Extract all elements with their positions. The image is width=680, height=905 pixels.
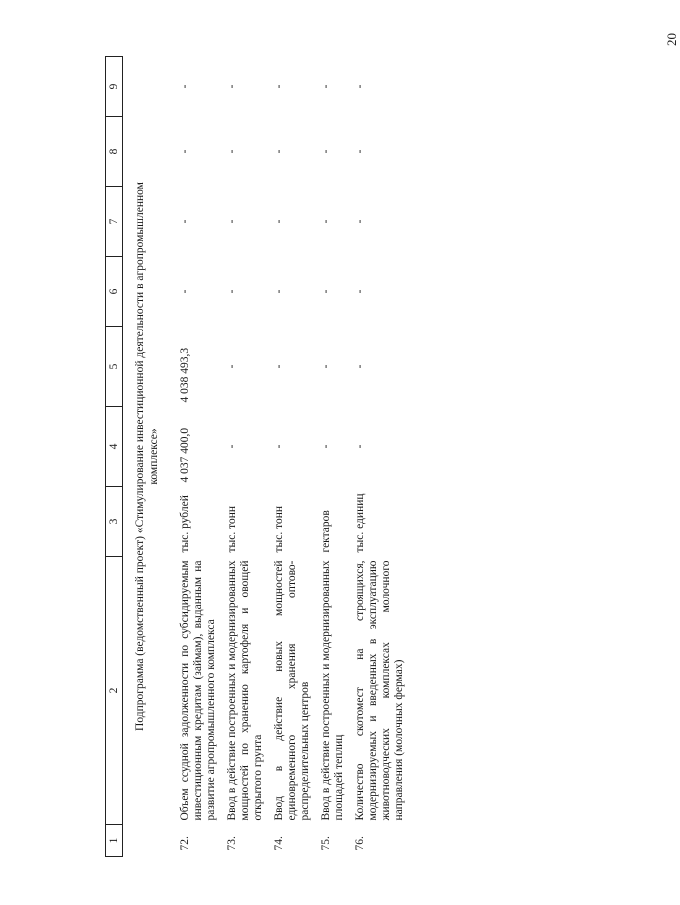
subprogram-row bbox=[123, 57, 172, 857]
value-col-4: - bbox=[354, 444, 366, 449]
indicators-table bbox=[105, 56, 406, 857]
table-row bbox=[265, 57, 312, 857]
subprogram-title: Подпрограмма (ведомственный проект) «Стимулирование инвестиционной деятельности в агропромышленном комплексе» bbox=[134, 182, 160, 731]
value-col-6: - bbox=[354, 289, 366, 294]
value-col-9: - bbox=[320, 84, 332, 89]
column-header-7: 7 bbox=[106, 187, 123, 257]
value-col-4: - bbox=[320, 444, 332, 449]
value-col-5: - bbox=[226, 364, 238, 369]
table-row bbox=[312, 57, 346, 857]
unit-of-measure: тыс. единиц bbox=[354, 493, 366, 553]
value-col-8: - bbox=[226, 149, 238, 154]
value-col-8: - bbox=[354, 149, 366, 154]
unit-of-measure: тыс. рублей bbox=[179, 495, 191, 553]
value-col-5: - bbox=[354, 364, 366, 369]
indicator-name: Ввод в действие построенных и модернизированных площадей теплиц bbox=[320, 560, 345, 821]
value-col-5: - bbox=[320, 364, 332, 369]
unit-of-measure: гектаров bbox=[320, 510, 332, 553]
indicator-name: Объем ссудной задолженности по субсидируемым инвестиционным кредитам (займам), выданным на развитие агропромышленного комплекса bbox=[179, 560, 217, 821]
column-header-9: 9 bbox=[106, 57, 123, 117]
table-row bbox=[171, 57, 218, 857]
table-row bbox=[218, 57, 265, 857]
row-number: 76. bbox=[354, 836, 366, 851]
column-header-4: 4 bbox=[106, 407, 123, 487]
value-col-7: - bbox=[273, 219, 285, 224]
page-number: 20 bbox=[664, 33, 679, 46]
value-col-4: - bbox=[273, 444, 285, 449]
indicator-name: Ввод в действие новых мощностей единовременного хранения оптово-распределительных центров bbox=[273, 560, 311, 821]
value-col-5: - bbox=[273, 364, 285, 369]
unit-of-measure: тыс. тонн bbox=[273, 505, 285, 553]
value-col-4: 4 037 400,0 bbox=[179, 427, 191, 483]
value-col-5: 4 038 493,3 bbox=[179, 347, 191, 403]
value-col-7: - bbox=[226, 219, 238, 224]
column-header-2: 2 bbox=[106, 557, 123, 825]
value-col-8: - bbox=[273, 149, 285, 154]
value-col-9: - bbox=[179, 84, 191, 89]
row-number: 74. bbox=[273, 836, 285, 851]
table-header-row bbox=[106, 57, 123, 857]
column-header-1: 1 bbox=[106, 825, 123, 857]
row-number: 72. bbox=[179, 836, 191, 851]
unit-of-measure: тыс. тонн bbox=[226, 505, 238, 553]
value-col-6: - bbox=[320, 289, 332, 294]
value-col-8: - bbox=[179, 149, 191, 154]
value-col-8: - bbox=[320, 149, 332, 154]
value-col-6: - bbox=[273, 289, 285, 294]
row-number: 73. bbox=[226, 836, 238, 851]
column-header-3: 3 bbox=[106, 487, 123, 557]
value-col-6: - bbox=[179, 289, 191, 294]
value-col-7: - bbox=[354, 219, 366, 224]
indicator-name: Ввод в действие построенных и модернизированных мощностей по хранению картофеля и овощей открытого грунта bbox=[226, 560, 264, 821]
value-col-7: - bbox=[320, 219, 332, 224]
value-col-7: - bbox=[179, 219, 191, 224]
column-header-8: 8 bbox=[106, 117, 123, 187]
column-header-5: 5 bbox=[106, 327, 123, 407]
value-col-9: - bbox=[273, 84, 285, 89]
value-col-4: - bbox=[226, 444, 238, 449]
value-col-9: - bbox=[354, 84, 366, 89]
indicator-name: Количество скотомест на строящихся, модернизируемых и введенных в эксплуатацию животноводческих комплексах молочного направления (молочных фермах) bbox=[354, 560, 405, 821]
indicators-table-container bbox=[105, 57, 505, 857]
value-col-9: - bbox=[226, 84, 238, 89]
value-col-6: - bbox=[226, 289, 238, 294]
row-number: 75. bbox=[320, 836, 332, 851]
column-header-6: 6 bbox=[106, 257, 123, 327]
table-row bbox=[346, 57, 406, 857]
